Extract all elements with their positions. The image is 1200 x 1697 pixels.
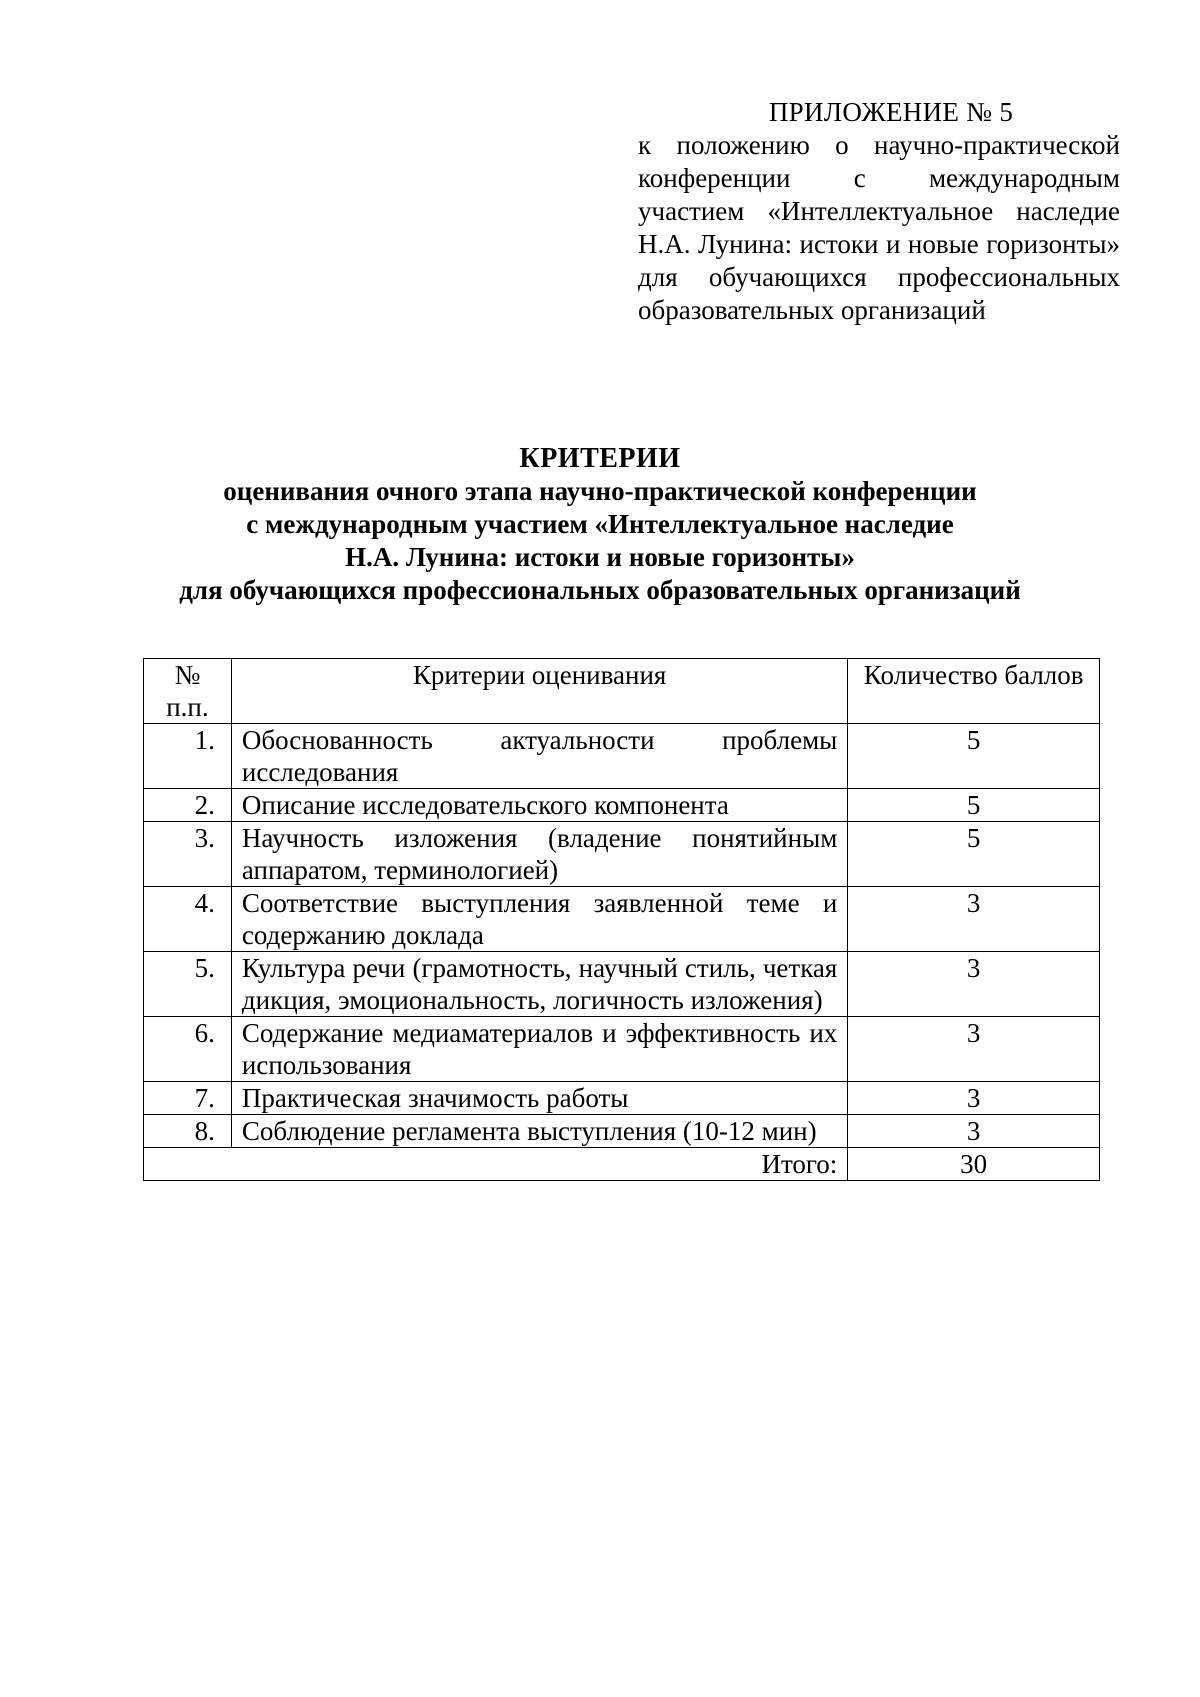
header-points: Количество баллов bbox=[848, 659, 1100, 724]
row-points: 3 bbox=[848, 887, 1100, 952]
row-criteria: Научность изложения (владение понятийным аппаратом, терминологией) bbox=[231, 822, 847, 887]
row-num: 6. bbox=[144, 1017, 232, 1082]
table-row bbox=[144, 1115, 1100, 1148]
heading-line: с международным участием «Интеллектуальное наследие bbox=[246, 509, 954, 539]
row-points: 5 bbox=[848, 724, 1100, 789]
table-row bbox=[144, 1017, 1100, 1082]
heading-line: для обучающихся профессиональных образовательных организаций bbox=[179, 575, 1021, 605]
table-row bbox=[144, 1082, 1100, 1115]
row-num: 7. bbox=[144, 1082, 232, 1115]
heading-line: Н.А. Лунина: истоки и новые горизонты» bbox=[345, 542, 855, 572]
row-criteria: Практическая значимость работы bbox=[231, 1082, 847, 1115]
row-points: 3 bbox=[848, 1017, 1100, 1082]
appendix-title: ПРИЛОЖЕНИЕ № 5 bbox=[768, 97, 1014, 127]
row-points: 5 bbox=[848, 789, 1100, 822]
table-row bbox=[144, 822, 1100, 887]
row-criteria: Соблюдение регламента выступления (10-12 мин) bbox=[231, 1115, 847, 1148]
table-row bbox=[144, 789, 1100, 822]
row-num: 5. bbox=[144, 952, 232, 1017]
appendix-block bbox=[638, 96, 1120, 327]
heading-line: оценивания очного этапа научно-практической конференции bbox=[223, 476, 977, 506]
header-criteria: Критерии оценивания bbox=[231, 659, 847, 724]
heading-title: КРИТЕРИИ bbox=[519, 443, 681, 474]
row-criteria: Описание исследовательского компонента bbox=[231, 789, 847, 822]
row-num: 4. bbox=[144, 887, 232, 952]
table-row bbox=[144, 887, 1100, 952]
row-points: 5 bbox=[848, 822, 1100, 887]
row-criteria: Содержание медиаматериалов и эффективность их использования bbox=[231, 1017, 847, 1082]
document-heading bbox=[60, 442, 1140, 607]
table-header-row bbox=[144, 659, 1100, 724]
row-criteria: Обоснованность актуальности проблемы исследования bbox=[231, 724, 847, 789]
row-points: 3 bbox=[848, 1082, 1100, 1115]
row-num: 1. bbox=[144, 724, 232, 789]
table-total-row bbox=[144, 1148, 1100, 1181]
table-row bbox=[144, 724, 1100, 789]
header-num: № п.п. bbox=[144, 659, 232, 724]
row-num: 8. bbox=[144, 1115, 232, 1148]
row-num: 2. bbox=[144, 789, 232, 822]
total-label: Итого: bbox=[144, 1148, 848, 1181]
row-points: 3 bbox=[848, 1115, 1100, 1148]
appendix-text: к положению о научно-практической конференции с международным участием «Интеллектуальное наследие Н.А. Лунина: истоки и новые горизонты» для обучающихся профессиональных образовательных организаций bbox=[638, 130, 1120, 325]
row-criteria: Культура речи (грамотность, научный стиль, четкая дикция, эмоциональность, логичность изложения) bbox=[231, 952, 847, 1017]
row-num: 3. bbox=[144, 822, 232, 887]
criteria-table bbox=[143, 658, 1100, 1181]
total-value: 30 bbox=[848, 1148, 1100, 1181]
table-row bbox=[144, 952, 1100, 1017]
row-criteria: Соответствие выступления заявленной теме и содержанию доклада bbox=[231, 887, 847, 952]
row-points: 3 bbox=[848, 952, 1100, 1017]
